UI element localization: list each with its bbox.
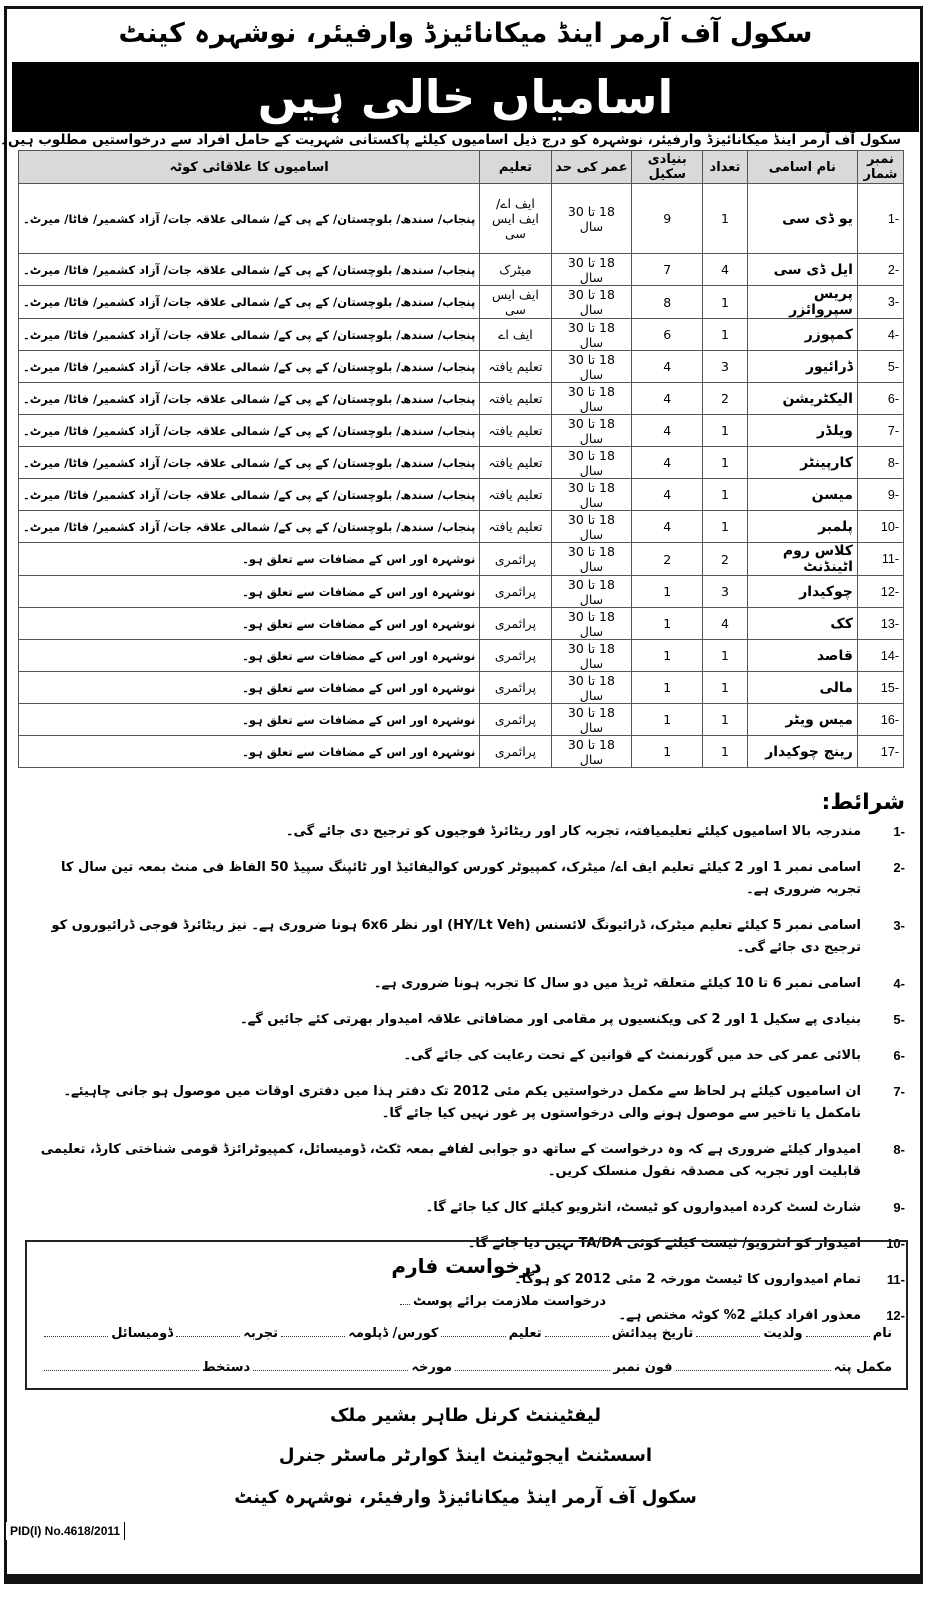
table-row [19, 576, 904, 608]
form-field[interactable] [441, 1336, 505, 1337]
cell-area: پنجاب/ سندھ/ بلوچستان/ کے پی کے/ شمالی علاقہ جات/ آزاد کشمیر/ فاٹا/ میرٹ۔ [19, 184, 480, 254]
cell-age: 18 تا 30 سال [551, 608, 632, 640]
cell-area: پنجاب/ سندھ/ بلوچستان/ کے پی کے/ شمالی علاقہ جات/ آزاد کشمیر/ فاٹا/ میرٹ۔ [19, 511, 480, 543]
cell-sr: -16 [857, 704, 903, 736]
condition-item [24, 1081, 905, 1125]
table-row [19, 383, 904, 415]
form-row-1 [41, 1326, 892, 1341]
cell-edu: پرائمری [480, 672, 551, 704]
table-row [19, 319, 904, 351]
form-field[interactable] [455, 1370, 610, 1371]
cell-count: 2 [703, 543, 748, 576]
form-title: درخواست فارم [391, 1254, 542, 1278]
cell-count: 1 [703, 286, 748, 319]
cell-age: 18 تا 30 سال [551, 479, 632, 511]
condition-text: مندرجہ بالا اسامیوں کیلئے تعلیمیافتہ، تجربہ کار اور ریٹائرڈ فوجیوں کو ترجیح دی جائے گی۔ [285, 824, 861, 839]
institution-title: سکول آف آرمر اینڈ میکانائیزڈ وارفیئر، نوشہرہ کینٹ [118, 18, 813, 49]
cell-edu: تعلیم یافتہ [480, 511, 551, 543]
header-quota: اسامیوں کا علاقائی کوٹہ [19, 151, 480, 184]
condition-number: -5 [893, 1012, 905, 1027]
cell-name: میس ویٹر [747, 704, 857, 736]
condition-number: -6 [893, 1048, 905, 1063]
table-row [19, 704, 904, 736]
form-field[interactable] [676, 1370, 831, 1371]
condition-text: امیدوار کو انٹرویو/ ٹیسٹ کیلئے کوئی TA/DA نہیں دیا جائے گا۔ [467, 1236, 861, 1251]
form-label: تعلیم [508, 1326, 542, 1341]
cell-scale: 4 [632, 415, 703, 447]
cell-name: ایل ڈی سی [747, 254, 857, 286]
cell-name: پریس سپروائزر [747, 286, 857, 319]
conditions-heading: شرائط: [821, 790, 905, 815]
cell-name: کک [747, 608, 857, 640]
cell-age: 18 تا 30 سال [551, 640, 632, 672]
cell-count: 1 [703, 511, 748, 543]
cell-edu: پرائمری [480, 640, 551, 672]
cell-area: نوشہرہ اور اس کے مضافات سے تعلق ہو۔ [19, 543, 480, 576]
pid-number: PID(I) No.4618/2011 [6, 1522, 125, 1540]
cell-area: نوشہرہ اور اس کے مضافات سے تعلق ہو۔ [19, 736, 480, 768]
condition-item [24, 857, 905, 901]
condition-number: -12 [886, 1308, 905, 1323]
cell-name: یو ڈی سی [747, 184, 857, 254]
form-label: تاریخ پیدائش [611, 1326, 694, 1341]
cell-edu: ایف اے [480, 319, 551, 351]
condition-number: -7 [893, 1084, 905, 1099]
form-field[interactable] [545, 1336, 609, 1337]
condition-text: تمام امیدواروں کا ٹیسٹ مورخہ 2 مئی 2012 کو ہوگا۔ [514, 1272, 861, 1287]
cell-scale: 1 [632, 640, 703, 672]
form-field[interactable] [281, 1336, 345, 1337]
condition-number: -3 [893, 918, 905, 933]
cell-area: پنجاب/ سندھ/ بلوچستان/ کے پی کے/ شمالی علاقہ جات/ آزاد کشمیر/ فاٹا/ میرٹ۔ [19, 415, 480, 447]
cell-scale: 1 [632, 608, 703, 640]
form-label: ڈومیسائل [111, 1326, 174, 1341]
header-age: عمر کی حد [551, 151, 632, 184]
cell-name: قاصد [747, 640, 857, 672]
condition-text: ان اسامیوں کیلئے ہر لحاظ سے مکمل درخواستیں یکم مئی 2012 تک دفتر ہذا میں دفتری اوقات میں موصول ہو جانی چاہیئے۔ نامکمل یا تاخیر سے موصول ہونے والی درخواستوں پر غور نہیں کیا جائے گا۔ [63, 1084, 861, 1121]
condition-item [24, 973, 905, 995]
cell-age: 18 تا 30 سال [551, 511, 632, 543]
table-header-row [19, 151, 904, 184]
signatory-organization: سکول آف آرمر اینڈ میکانائیزڈ وارفیئر، نوشہرہ کینٹ [234, 1487, 697, 1508]
condition-number: -11 [886, 1272, 905, 1287]
cell-count: 1 [703, 704, 748, 736]
cell-age: 18 تا 30 سال [551, 383, 632, 415]
form-row-2 [41, 1360, 892, 1375]
form-label-post: درخواست ملازمت برائے پوسٹ [413, 1294, 606, 1309]
cell-scale: 8 [632, 286, 703, 319]
cell-scale: 1 [632, 576, 703, 608]
table-row [19, 479, 904, 511]
header-count: تعداد [703, 151, 748, 184]
cell-sr: -11 [857, 543, 903, 576]
condition-text: بنیادی پے سکیل 1 اور 2 کی ویکنسیوں پر مقامی اور مضافاتی علاقہ امیدوار بھرتی کئے جائیں گے۔ [240, 1012, 861, 1027]
cell-name: چوکیدار [747, 576, 857, 608]
cell-sr: -8 [857, 447, 903, 479]
cell-count: 1 [703, 479, 748, 511]
header-serial: نمبر شمار [857, 151, 903, 184]
cell-sr: -7 [857, 415, 903, 447]
cell-scale: 1 [632, 672, 703, 704]
cell-count: 2 [703, 383, 748, 415]
form-field[interactable] [44, 1370, 199, 1371]
cell-edu: پرائمری [480, 543, 551, 576]
condition-item [24, 915, 905, 959]
cell-area: پنجاب/ سندھ/ بلوچستان/ کے پی کے/ شمالی علاقہ جات/ آزاد کشمیر/ فاٹا/ میرٹ۔ [19, 383, 480, 415]
cell-scale: 4 [632, 383, 703, 415]
cell-name: پلمبر [747, 511, 857, 543]
cell-scale: 1 [632, 704, 703, 736]
cell-age: 18 تا 30 سال [551, 286, 632, 319]
vacancies-table [18, 150, 904, 768]
cell-age: 18 تا 30 سال [551, 319, 632, 351]
cell-edu: میٹرک [480, 254, 551, 286]
application-form [25, 1240, 908, 1390]
table-row [19, 351, 904, 383]
form-label: نام [872, 1326, 892, 1341]
condition-number: -2 [893, 860, 905, 875]
form-label: دستخط [202, 1360, 251, 1375]
cell-edu: تعلیم یافتہ [480, 351, 551, 383]
cell-name: کمپوزر [747, 319, 857, 351]
condition-number: -8 [893, 1142, 905, 1157]
cell-count: 1 [703, 184, 748, 254]
cell-area: نوشہرہ اور اس کے مضافات سے تعلق ہو۔ [19, 672, 480, 704]
form-field[interactable] [44, 1336, 108, 1337]
cell-sr: -15 [857, 672, 903, 704]
cell-age: 18 تا 30 سال [551, 254, 632, 286]
cell-scale: 6 [632, 319, 703, 351]
condition-text: اسامی نمبر 5 کیلئے تعلیم میٹرک، ڈرائیونگ لائسنس (HY/Lt Veh) اور نظر 6x6 ہونا ضروری ہے۔ نیز ریٹائرڈ فوجی ڈرائیوروں کو ترجیح دی جائے گی۔ [51, 918, 861, 955]
cell-area: پنجاب/ سندھ/ بلوچستان/ کے پی کے/ شمالی علاقہ جات/ آزاد کشمیر/ فاٹا/ میرٹ۔ [19, 254, 480, 286]
signatory-designation: اسسٹنٹ ایجوٹینٹ اینڈ کوارٹر ماسٹر جنرل [278, 1445, 653, 1466]
cell-count: 1 [703, 736, 748, 768]
cell-age: 18 تا 30 سال [551, 447, 632, 479]
form-label: مورخہ [411, 1360, 453, 1375]
cell-scale: 9 [632, 184, 703, 254]
condition-text: شارٹ لسٹ کردہ امیدواروں کو ٹیسٹ، انٹرویو کیلئے کال کیا جائے گا۔ [425, 1200, 861, 1215]
cell-age: 18 تا 30 سال [551, 736, 632, 768]
cell-name: میسن [747, 479, 857, 511]
cell-count: 3 [703, 576, 748, 608]
form-field-post[interactable] [400, 1304, 410, 1305]
condition-item [24, 1197, 905, 1219]
table-row [19, 511, 904, 543]
condition-number: -1 [893, 824, 905, 839]
cell-age: 18 تا 30 سال [551, 415, 632, 447]
cell-count: 3 [703, 351, 748, 383]
cell-scale: 7 [632, 254, 703, 286]
cell-sr: -1 [857, 184, 903, 254]
cell-sr: -4 [857, 319, 903, 351]
cell-sr: -12 [857, 576, 903, 608]
cell-age: 18 تا 30 سال [551, 576, 632, 608]
cell-sr: -9 [857, 479, 903, 511]
cell-area: پنجاب/ سندھ/ بلوچستان/ کے پی کے/ شمالی علاقہ جات/ آزاد کشمیر/ فاٹا/ میرٹ۔ [19, 286, 480, 319]
table-row [19, 184, 904, 254]
table-row [19, 672, 904, 704]
form-label: فون نمبر [613, 1360, 673, 1375]
form-label: مکمل پتہ [833, 1360, 892, 1375]
table-row [19, 415, 904, 447]
cell-edu: پرائمری [480, 704, 551, 736]
form-field[interactable] [696, 1336, 760, 1337]
table-row [19, 736, 904, 768]
cell-edu: تعلیم یافتہ [480, 479, 551, 511]
cell-sr: -6 [857, 383, 903, 415]
cell-name: ڈرائیور [747, 351, 857, 383]
cell-sr: -10 [857, 511, 903, 543]
cell-age: 18 تا 30 سال [551, 704, 632, 736]
cell-sr: -2 [857, 254, 903, 286]
cell-sr: -5 [857, 351, 903, 383]
cell-area: نوشہرہ اور اس کے مضافات سے تعلق ہو۔ [19, 608, 480, 640]
cell-name: کلاس روم اٹینڈنٹ [747, 543, 857, 576]
cell-name: رینج چوکیدار [747, 736, 857, 768]
table-row [19, 640, 904, 672]
cell-area: پنجاب/ سندھ/ بلوچستان/ کے پی کے/ شمالی علاقہ جات/ آزاد کشمیر/ فاٹا/ میرٹ۔ [19, 479, 480, 511]
condition-item [24, 1139, 905, 1183]
cell-scale: 1 [632, 736, 703, 768]
cell-scale: 4 [632, 479, 703, 511]
form-label: ولدیت [763, 1326, 803, 1341]
cell-name: الیکٹریشن [747, 383, 857, 415]
cell-area: نوشہرہ اور اس کے مضافات سے تعلق ہو۔ [19, 640, 480, 672]
cell-scale: 4 [632, 447, 703, 479]
cell-count: 1 [703, 415, 748, 447]
table-row [19, 543, 904, 576]
header-education: تعلیم [480, 151, 551, 184]
cell-age: 18 تا 30 سال [551, 351, 632, 383]
cell-area: نوشہرہ اور اس کے مضافات سے تعلق ہو۔ [19, 576, 480, 608]
cell-sr: -14 [857, 640, 903, 672]
cell-count: 1 [703, 319, 748, 351]
condition-text: اسامی نمبر 1 اور 2 کیلئے تعلیم ایف اے/ میٹرک، کمپیوٹر کورس کوالیفائیڈ اور ٹائپنگ سپیڈ 50 الفاظ فی منٹ بمعہ تین سال کا تجربہ ضروری ہے۔ [60, 860, 861, 897]
form-field[interactable] [176, 1336, 240, 1337]
table-row [19, 608, 904, 640]
intro-text: سکول آف آرمر اینڈ میکانائیزڈ وارفیئر، نوشہرہ کو درج ذیل اسامیوں کیلئے پاکستانی شہریت کے حامل افراد سے درخواستیں مطلوب ہیں۔ [0, 132, 901, 148]
condition-text: معذور افراد کیلئے 2% کوٹہ مختص ہے۔ [618, 1308, 861, 1323]
cell-scale: 4 [632, 351, 703, 383]
form-label: تجربہ [243, 1326, 279, 1341]
cell-count: 1 [703, 672, 748, 704]
cell-count: 1 [703, 447, 748, 479]
vacancies-banner: اسامیاں خالی ہیں [12, 62, 919, 132]
cell-count: 1 [703, 640, 748, 672]
condition-item [24, 1045, 905, 1067]
condition-item [24, 821, 905, 843]
cell-edu: ایف ایس سی [480, 286, 551, 319]
cell-area: پنجاب/ سندھ/ بلوچستان/ کے پی کے/ شمالی علاقہ جات/ آزاد کشمیر/ فاٹا/ میرٹ۔ [19, 319, 480, 351]
cell-area: پنجاب/ سندھ/ بلوچستان/ کے پی کے/ شمالی علاقہ جات/ آزاد کشمیر/ فاٹا/ میرٹ۔ [19, 447, 480, 479]
form-field[interactable] [253, 1370, 408, 1371]
table-row [19, 286, 904, 319]
form-field[interactable] [806, 1336, 870, 1337]
condition-text: امیدوار کیلئے ضروری ہے کہ وہ درخواست کے ساتھ دو جوابی لفافے بمعہ ٹکٹ، ڈومیسائل، کمپیوٹرائزڈ قومی شناختی کارڈ، تعلیمی قابلیت اور تجربہ کی مصدقہ نقول منسلک کریں۔ [40, 1142, 861, 1179]
condition-number: -10 [886, 1236, 905, 1251]
cell-name: ویلڈر [747, 415, 857, 447]
cell-name: کارپینٹر [747, 447, 857, 479]
cell-area: نوشہرہ اور اس کے مضافات سے تعلق ہو۔ [19, 704, 480, 736]
table-row [19, 447, 904, 479]
condition-item [24, 1009, 905, 1031]
cell-sr: -13 [857, 608, 903, 640]
cell-sr: -17 [857, 736, 903, 768]
signatory-name: لیفٹیننٹ کرنل طاہر بشیر ملک [329, 1405, 602, 1426]
cell-count: 4 [703, 608, 748, 640]
cell-name: مالی [747, 672, 857, 704]
cell-age: 18 تا 30 سال [551, 184, 632, 254]
condition-text: بالائی عمر کی حد میں گورنمنٹ کے قوانین کے تحت رعایت کی جائے گی۔ [403, 1048, 861, 1063]
condition-text: اسامی نمبر 6 تا 10 کیلئے متعلقہ ٹریڈ میں دو سال کا تجربہ ہونا ضروری ہے۔ [373, 976, 861, 991]
cell-scale: 4 [632, 511, 703, 543]
cell-edu: پرائمری [480, 736, 551, 768]
header-post: نام اسامی [747, 151, 857, 184]
cell-count: 4 [703, 254, 748, 286]
cell-age: 18 تا 30 سال [551, 543, 632, 576]
cell-age: 18 تا 30 سال [551, 672, 632, 704]
cell-edu: تعلیم یافتہ [480, 447, 551, 479]
cell-edu: تعلیم یافتہ [480, 383, 551, 415]
condition-number: -4 [893, 976, 905, 991]
cell-sr: -3 [857, 286, 903, 319]
cell-area: پنجاب/ سندھ/ بلوچستان/ کے پی کے/ شمالی علاقہ جات/ آزاد کشمیر/ فاٹا/ میرٹ۔ [19, 351, 480, 383]
cell-edu: ایف اے/ ایف ایس سی [480, 184, 551, 254]
cell-edu: پرائمری [480, 608, 551, 640]
cell-edu: تعلیم یافتہ [480, 415, 551, 447]
form-post-line [397, 1294, 606, 1309]
form-label: کورس/ ڈپلومہ [348, 1326, 439, 1341]
cell-scale: 2 [632, 543, 703, 576]
header-scale: بنیادی سکیل [632, 151, 703, 184]
cell-edu: پرائمری [480, 576, 551, 608]
condition-number: -9 [893, 1200, 905, 1215]
table-row [19, 254, 904, 286]
